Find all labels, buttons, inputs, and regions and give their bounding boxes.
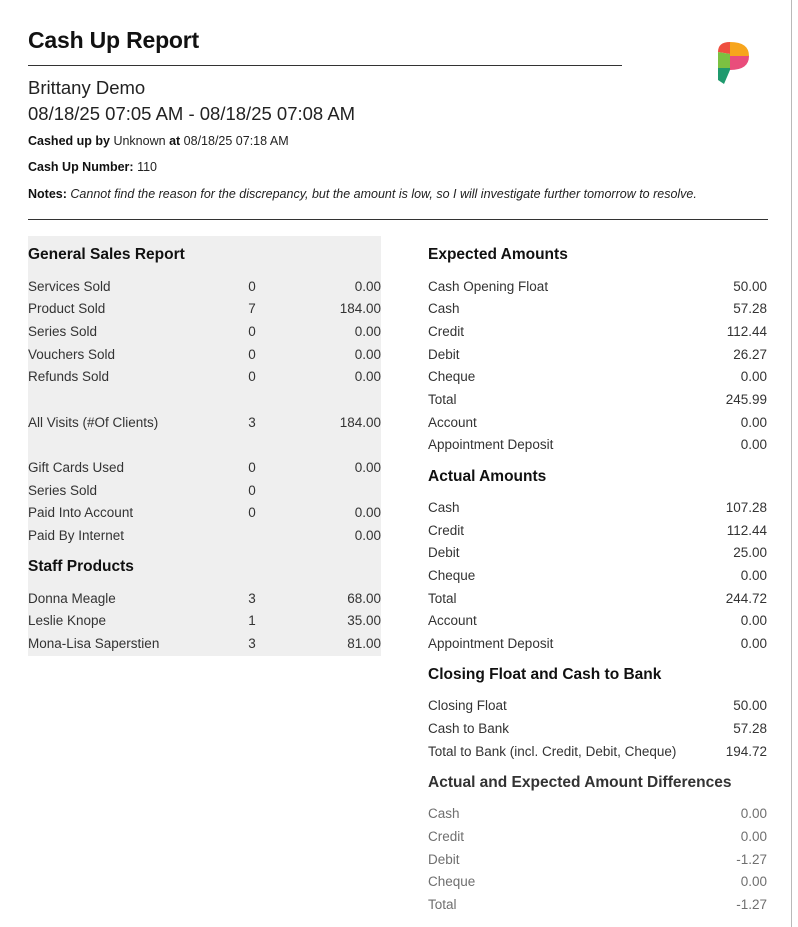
differences-heading: Actual and Expected Amount Differences — [428, 774, 732, 791]
row-label: Paid Into Account — [28, 505, 134, 520]
row-amount: 26.27 — [733, 347, 767, 362]
row-label: Donna Meagle — [28, 591, 116, 606]
row-count: 0 — [248, 483, 256, 498]
row-count: 0 — [248, 347, 256, 362]
notes-label: Notes: — [28, 187, 67, 201]
notes-line — [28, 187, 697, 201]
cash-up-number-value: 110 — [137, 160, 157, 174]
row-label: Cheque — [428, 369, 476, 384]
row-amount: 57.28 — [733, 721, 767, 736]
location-name: Brittany Demo — [28, 77, 146, 98]
row-amount: 0.00 — [354, 460, 381, 475]
row-amount: 0.00 — [354, 279, 381, 294]
row-label: Series Sold — [28, 324, 98, 339]
row-amount: 0.00 — [354, 369, 381, 384]
row-label: Appointment Deposit — [428, 636, 554, 651]
row-label: Debit — [428, 347, 460, 362]
report-title: Cash Up Report — [28, 27, 199, 53]
report-period: 08/18/25 07:05 AM - 08/18/25 07:08 AM — [28, 103, 356, 124]
row-label: Total to Bank (incl. Credit, Debit, Cheque) — [428, 744, 677, 759]
row-amount: 0.00 — [354, 528, 381, 543]
row-label: Cash to Bank — [428, 721, 510, 736]
actual-amounts-heading: Actual Amounts — [428, 468, 547, 485]
page-edge — [791, 0, 792, 927]
expected-amounts-heading: Expected Amounts — [428, 246, 568, 263]
cashed-up-by-label: Cashed up by — [28, 134, 110, 148]
row-label: Gift Cards Used — [28, 460, 125, 475]
row-label: Total — [428, 591, 457, 606]
row-amount: 0.00 — [740, 613, 767, 628]
row-amount: 50.00 — [733, 698, 767, 713]
row-amount: 57.28 — [733, 301, 767, 316]
closing-float-heading: Closing Float and Cash to Bank — [428, 666, 662, 683]
cash-up-number-line — [28, 160, 157, 174]
cashed-up-at-label: at — [169, 134, 181, 148]
row-label: Cash — [428, 301, 460, 316]
row-amount: 0.00 — [740, 568, 767, 583]
row-label: Closing Float — [428, 698, 507, 713]
row-label: Cheque — [428, 874, 476, 889]
row-count: 3 — [248, 591, 256, 606]
row-amount: 0.00 — [354, 505, 381, 520]
row-amount: 194.72 — [725, 744, 767, 759]
row-count: 0 — [248, 460, 256, 475]
row-amount: 0.00 — [740, 636, 767, 651]
notes-value: Cannot find the reason for the discrepancy, but the amount is low, so I will investigate further tomorrow to resolve. — [70, 187, 697, 201]
row-label: Total — [428, 897, 457, 912]
row-label: Appointment Deposit — [428, 437, 554, 452]
cash-up-number-label: Cash Up Number: — [28, 160, 134, 174]
row-amount: 0.00 — [354, 347, 381, 362]
row-amount: 50.00 — [733, 279, 767, 294]
row-label: Account — [428, 415, 477, 430]
row-label: Paid By Internet — [28, 528, 125, 543]
row-label: All Visits (#Of Clients) — [28, 415, 159, 430]
row-label: Total — [428, 392, 457, 407]
staff-products-heading: Staff Products — [28, 558, 134, 575]
row-label: Debit — [428, 852, 460, 867]
row-amount: -1.27 — [736, 897, 767, 912]
row-count: 0 — [248, 505, 256, 520]
row-label: Refunds Sold — [28, 369, 110, 384]
row-label: Cash Opening Float — [428, 279, 549, 294]
row-count: 0 — [248, 324, 256, 339]
row-amount: 0.00 — [740, 829, 767, 844]
row-amount: -1.27 — [736, 852, 767, 867]
logo-top-right-shape — [730, 42, 749, 56]
brand-logo — [716, 40, 750, 84]
general-sales-heading: General Sales Report — [28, 246, 185, 263]
row-label: Product Sold — [28, 301, 106, 316]
row-label: Account — [428, 613, 477, 628]
row-label: Leslie Knope — [28, 613, 107, 628]
row-amount: 81.00 — [347, 636, 381, 651]
row-label: Credit — [428, 829, 465, 844]
row-count: 1 — [248, 613, 256, 628]
row-amount: 107.28 — [725, 500, 767, 515]
cashed-up-line — [28, 134, 289, 148]
row-count: 0 — [248, 369, 256, 384]
row-amount: 35.00 — [347, 613, 381, 628]
row-amount: 112.44 — [726, 324, 767, 339]
row-label: Credit — [428, 324, 465, 339]
row-amount: 68.00 — [347, 591, 381, 606]
row-label: Services Sold — [28, 279, 111, 294]
row-amount: 0.00 — [354, 324, 381, 339]
row-label: Mona-Lisa Saperstien — [28, 636, 160, 651]
row-amount: 184.00 — [339, 301, 381, 316]
logo-middle-left-shape — [718, 52, 730, 68]
row-amount: 112.44 — [726, 523, 767, 538]
row-count: 0 — [248, 279, 256, 294]
row-label: Vouchers Sold — [28, 347, 116, 362]
cashed-up-by-value: Unknown — [113, 134, 166, 148]
row-label: Credit — [428, 523, 465, 538]
row-label: Debit — [428, 545, 460, 560]
row-label: Series Sold — [28, 483, 98, 498]
row-label: Cash — [428, 500, 460, 515]
row-count: 7 — [248, 301, 256, 316]
row-amount: 245.99 — [725, 392, 767, 407]
logo-top-left-shape — [718, 42, 730, 54]
row-count: 3 — [248, 636, 256, 651]
row-amount: 0.00 — [740, 437, 767, 452]
row-amount: 0.00 — [740, 415, 767, 430]
logo-middle-right-shape — [730, 56, 749, 70]
cashed-up-at-value: 08/18/25 07:18 AM — [183, 134, 289, 148]
row-count: 3 — [248, 415, 256, 430]
logo-stem-shape — [718, 68, 730, 84]
row-amount: 25.00 — [733, 545, 767, 560]
title-divider — [28, 65, 622, 66]
row-label: Cheque — [428, 568, 476, 583]
row-amount: 184.00 — [339, 415, 381, 430]
row-amount: 0.00 — [740, 874, 767, 889]
section-divider — [28, 219, 768, 220]
row-amount: 0.00 — [740, 806, 767, 821]
row-amount: 0.00 — [740, 369, 767, 384]
row-amount: 244.72 — [725, 591, 767, 606]
row-label: Cash — [428, 806, 460, 821]
